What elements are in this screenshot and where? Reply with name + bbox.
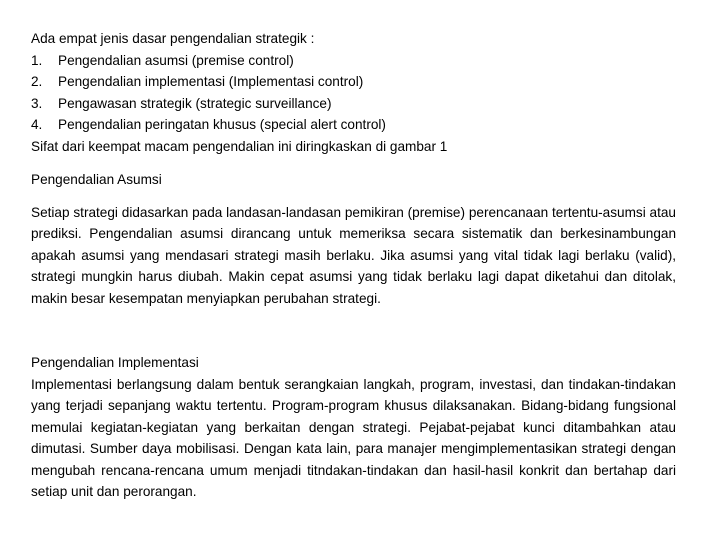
list-text: Pengawasan strategik (strategic surveillance) xyxy=(58,95,332,111)
list-number: 4. xyxy=(31,117,43,132)
list-number: 2. xyxy=(31,74,43,89)
section-implementation-control xyxy=(31,352,676,503)
section-premise-control xyxy=(31,169,676,309)
list-number: 3. xyxy=(31,95,43,111)
list-item xyxy=(31,50,691,72)
intro-closing: Sifat dari keempat macam pengendalian ini diringkaskan di gambar 1 xyxy=(31,138,448,154)
intro-block xyxy=(31,28,691,157)
section-heading: Pengendalian Asumsi xyxy=(31,172,162,187)
list-number: 1. xyxy=(31,52,43,68)
list-text: Pengendalian asumsi (premise control) xyxy=(58,52,294,68)
section-paragraph: Setiap strategi didasarkan pada landasan-landasan pemikiran (premise) perencanaan tertentu-asumsi atau prediksi. Pengendalian asumsi dirancang untuk memeriksa secara sistematik dan berkesinambungan apakah asumsi yang mendasari strategi masih berlaku. Jika asumsi yang vital tidak lagi berlaku (valid), strategi mungkin harus diubah. Makin cepat asumsi yang tidak berlaku lagi dapat diketahui dan ditolak, makin besar kesempatan menyiapkan perubahan strategi. xyxy=(31,204,676,306)
section-heading: Pengendalian Implementasi xyxy=(31,355,199,370)
list-text: Pengendalian implementasi (Implementasi control) xyxy=(58,74,364,89)
list-item xyxy=(31,71,691,93)
section-paragraph: Implementasi berlangsung dalam bentuk serangkaian langkah, program, investasi, dan tindakan-tindakan yang terjadi sepanjang waktu tertentu. Program-program khusus dilaksanakan. Bidang-bidang fungsional memulai kegiatan-kegiatan yang berkaitan dengan strategi. Pejabat-pejabat kunci ditambahkan atau dimutasi. Sumber daya mobilisasi. Dengan kata lain, para manajer mengimplementasikan strategi dengan mengubah rencana-rencana umum menjadi titndakan-tindakan dan hasil-hasil konkrit dan bertahap dari setiap unit dan perorangan. xyxy=(31,376,676,499)
list-item xyxy=(31,93,691,115)
list-item xyxy=(31,114,691,136)
intro-lead: Ada empat jenis dasar pengendalian strategik : xyxy=(31,31,315,46)
list-text: Pengendalian peringatan khusus (special alert control) xyxy=(58,117,386,132)
